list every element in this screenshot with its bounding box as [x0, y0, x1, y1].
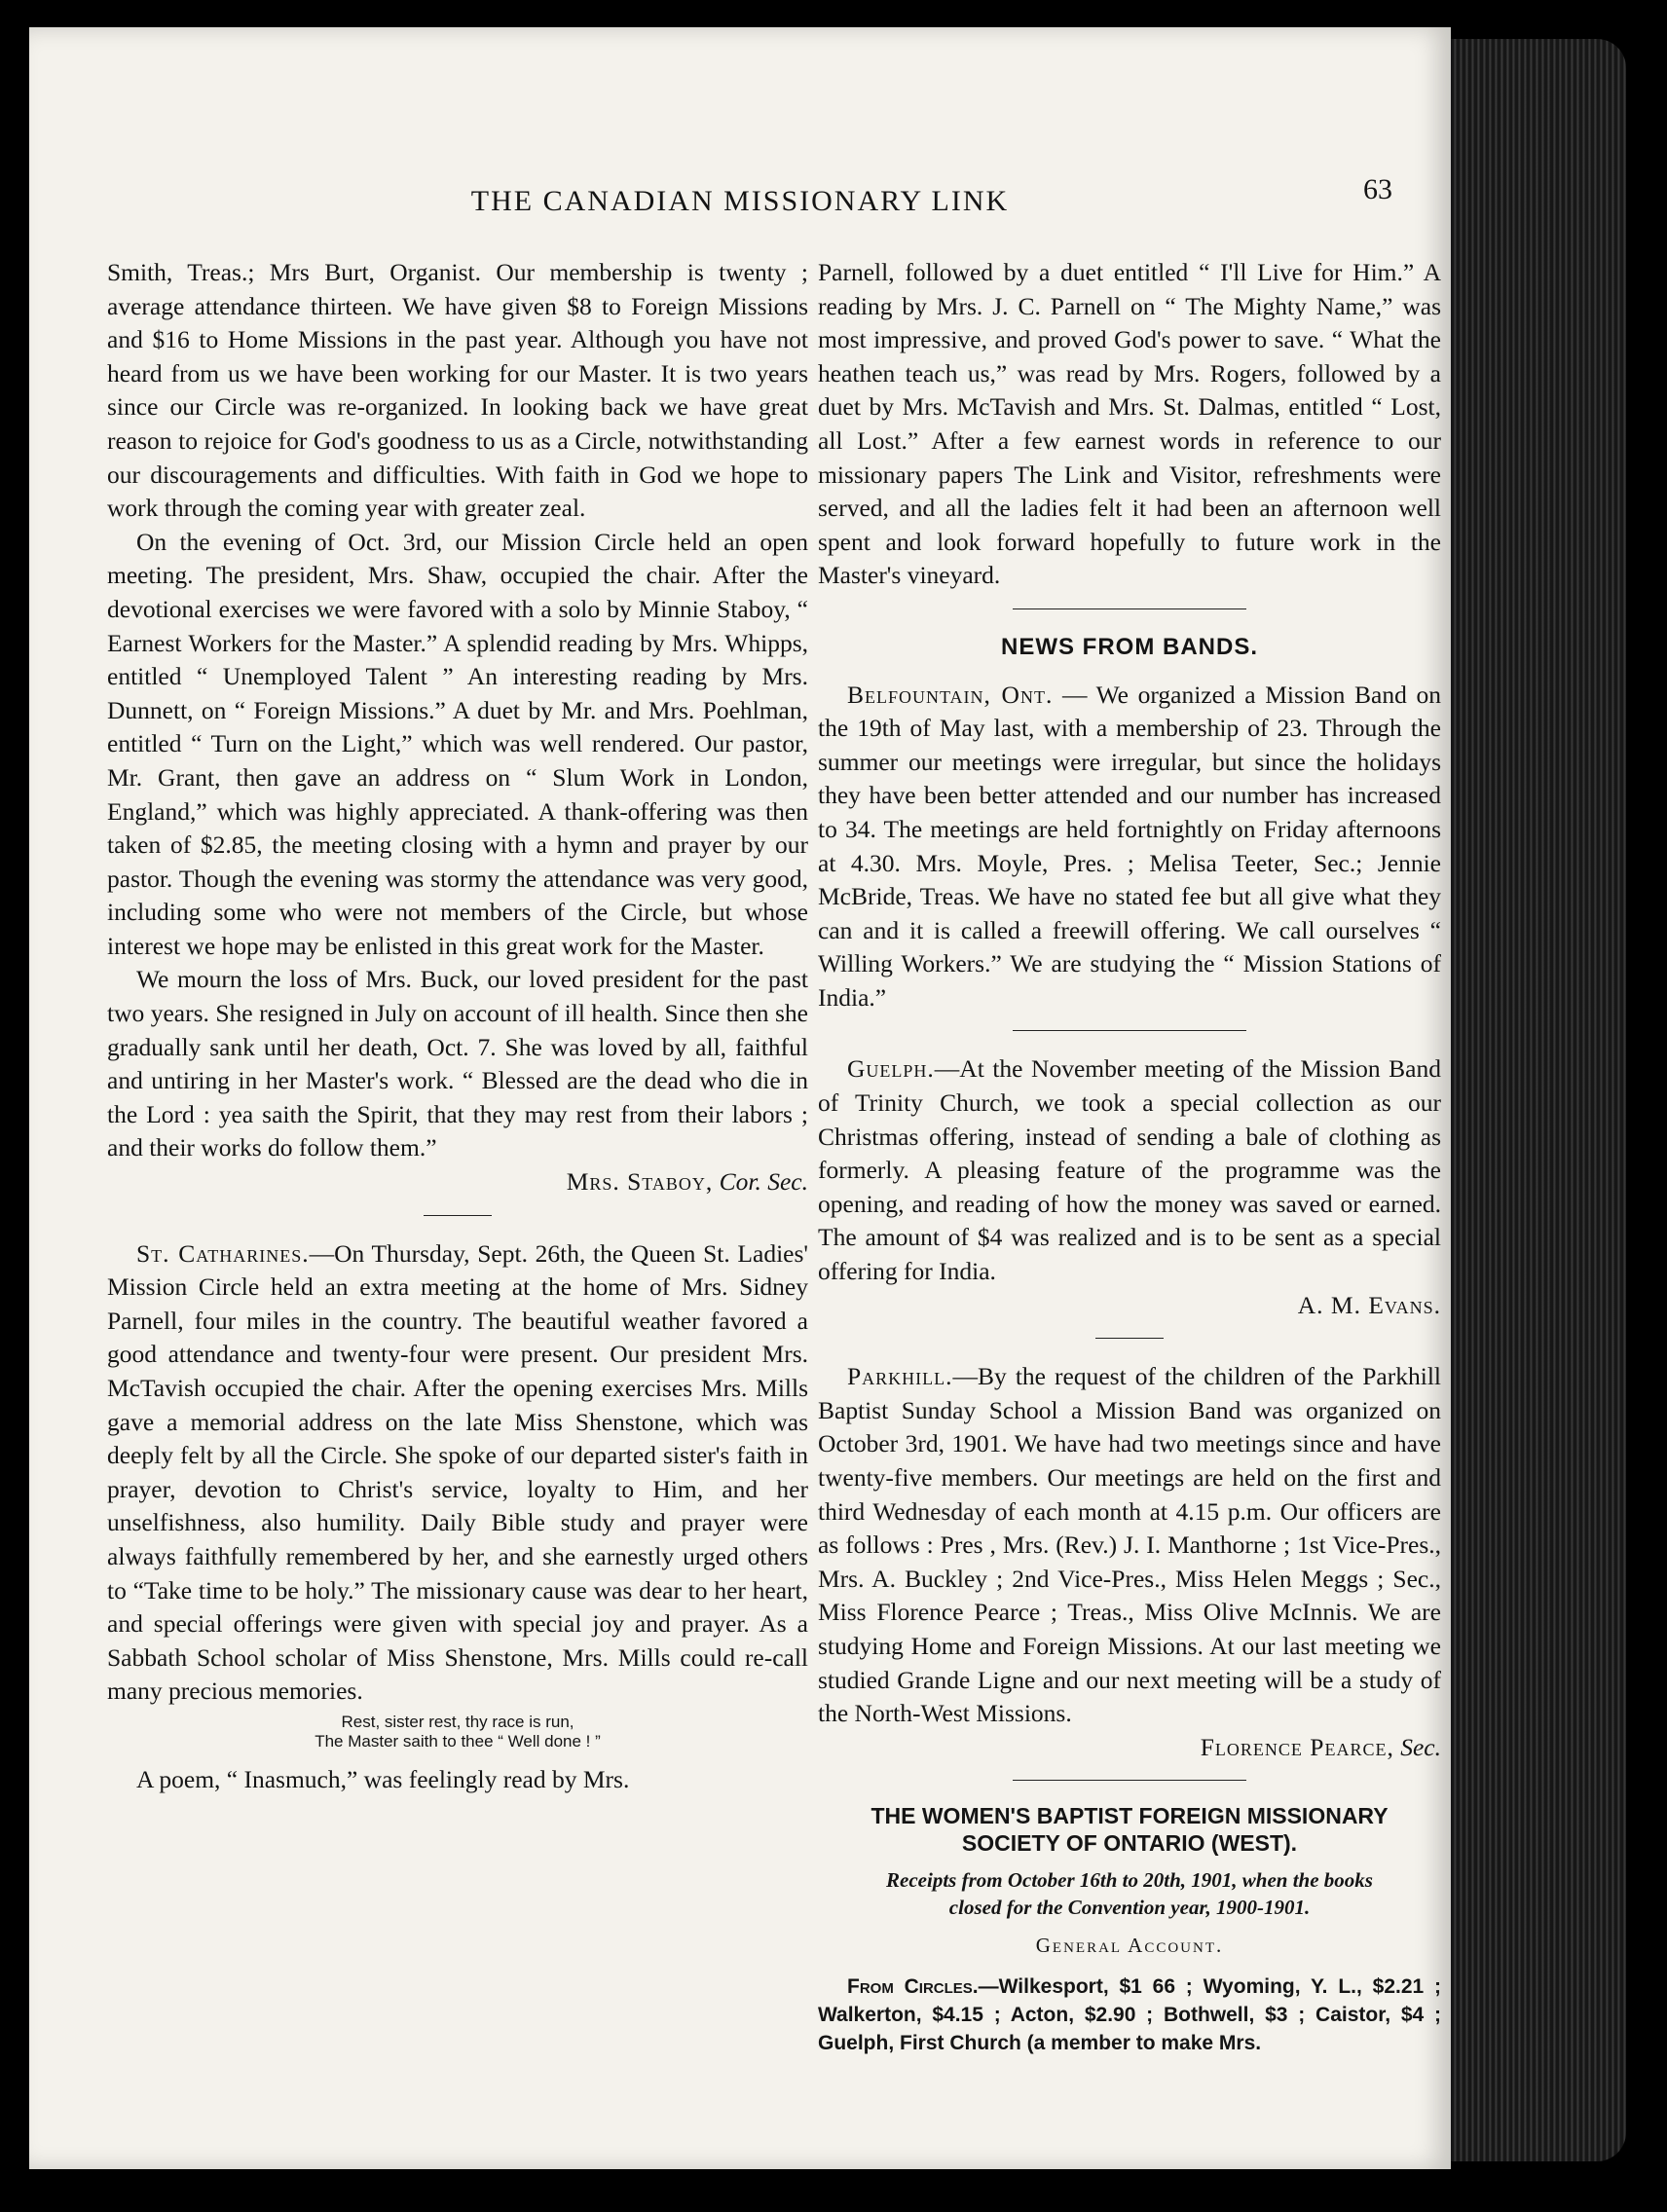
paragraph: [107, 1237, 808, 1709]
section-title: NEWS FROM BANDS.: [1001, 633, 1258, 660]
paragraph-text: —On Thursday, Sept. 26th, the Queen St. Ladies' Mission Circle held an extra meeting at the home of Mrs. Sidney Parnell, four miles in the country. The beautiful weather favored a good attendance and twenty-four were present. Our president Mrs. McTavish occupied the chair. After the opening exercises Mrs. Mills gave a memorial address on the late Miss Shenstone, which was deeply felt by all the Circle. She spoke of our departed sister's faith in prayer, devotion to Christ's service, loyalty to Him, and her unselfishness, also humility. Daily Bible study and prayer were always faithfully remembered by her, and she earnestly urged others to “Take time to be holy.” The missionary cause was dear to her heart, and special offerings were given with special joy and prayer. As a Sabbath School scholar of Miss Shenstone, Mrs. Mills could re-call many precious memories.: [107, 1238, 808, 1706]
paragraph-text: —By the request of the children of the Parkhill Baptist Sunday School a Mission Band was organized on October 3rd, 1901. We have had two meetings since and have twenty-five members. Our meetings are held on the first and third Wednesday of each month at 4.15 p.m. Our officers are as follows : Pres , Mrs. (Rev.) J. I. Manthorne ; 1st Vice-Pres., Mrs. A. Buckley ; 2nd Vice-Pres., Miss Helen Meggs ; Sec., Miss Florence Pearce ; Treas., Miss Olive McInnis. We are studying Home and Foreign Missions. At our last meeting we studied Grande Ligne and our next meeting will be a study of the North-West Missions.: [818, 1362, 1441, 1728]
signature-name: Mrs. Staboy,: [566, 1167, 714, 1197]
verse-line: Rest, sister rest, thy race is run,: [341, 1712, 574, 1731]
verse-line: The Master saith to thee “ Well done ! ”: [315, 1731, 601, 1751]
receipts-label: From Circles.: [847, 1974, 979, 1998]
society-heading: [818, 1802, 1441, 1857]
paragraph: We mourn the loss of Mrs. Buck, our loved president for the past two years. She resigned in July on account of ill health. Since then she gradually sank until her death, Oct. 7. She was loved by all, faithful and untiring in her Master's work. “ Blessed are the dead who die in the Lord : yea saith the Spirit, that they may rest from their labors ; and their works do follow them.”: [107, 965, 808, 1162]
divider: [424, 1215, 492, 1216]
paragraph-text: — We organized a Mission Band on the 19th of May last, with a membership of 23. Through the summer our meetings were irregular, but since the holidays they have been better attended and our number has increased to 34. The meetings are held fortnightly on Friday afternoons at 4.30. Mrs. Moyle, Pres. ; Melisa Teeter, Sec.; Jennie McBride, Treas. We have no stated fee but all give what they can and it is called a freewill offering. We call ourselves “ Willing Workers.” We are studying the “ Mission Stations of India.”: [818, 680, 1441, 1012]
left-column: [107, 256, 808, 1797]
paragraph: On the evening of Oct. 3rd, our Mission Circle held an open meeting. The president, Mrs. Shaw, occupied the chair. After the devotional exercises we were favored with a solo by Minnie Staboy, “ Earnest Workers for the Master.” A splendid reading by Mrs. Whipps, entitled “ Unemployed Talent ” An interesting reading by Mrs. Dunnett, on “ Foreign Missions.” A duet by Mr. and Mrs. Poehlman, entitled “ Turn on the Light,” which was well rendered. Our pastor, Mr. Grant, then gave an address on “ Slum Work in London, England,” which was highly appreciated. A thank-offering was then taken of $2.85, the meeting closing with a hymn and prayer by our pastor. Though the evening was stormy the attendance was very good, including some who were not members of the Circle, but whose interest we hope may be enlisted in this great work for the Master.: [107, 527, 808, 960]
paragraph: [818, 679, 1441, 1015]
page-number: 63: [1363, 173, 1392, 205]
receipts-line: closed for the Convention year, 1900-1901.: [948, 1896, 1311, 1920]
receipts-note: [818, 1866, 1441, 1921]
signature-title: Cor. Sec.: [719, 1167, 808, 1197]
signature: [107, 1165, 808, 1199]
right-column: [818, 256, 1441, 2057]
receipts-line: Receipts from October 16th to 20th, 1901, when the books: [886, 1868, 1373, 1893]
paragraph: Parnell, followed by a duet entitled “ I'll Live for Him.” A reading by Mrs. J. C. Parnell on “ The Mighty Name,” was most impressive, and proved God's power to save. “ What the heathen teach us,” was read by Mrs. Rogers, followed by a duet by Mrs. McTavish and Mrs. St. Dalmas, entitled “ Lost, all Lost.” After a few earnest words in reference to our missionary papers The Link and Visitor, refreshments were served, and all the ladies felt it had been an afternoon well spent and look forward hopefully to future work in the Master's vineyard.: [818, 258, 1441, 590]
receipts-list: [818, 1972, 1441, 2057]
signature: [818, 1289, 1441, 1323]
divider: [1013, 1780, 1246, 1781]
book-edge: [1451, 39, 1626, 2161]
paragraph: A poem, “ Inasmuch,” was feelingly read by Mrs.: [136, 1764, 630, 1793]
verse: [107, 1713, 808, 1751]
society-heading-line: SOCIETY OF ONTARIO (WEST).: [961, 1830, 1298, 1857]
place-name: Guelph.: [847, 1054, 935, 1084]
receipts-text: —Wilkesport, $1 66 ; Wyoming, Y. L., $2.21 ; Walkerton, $4.15 ; Acton, $2.90 ; Bothwell, $3 ; Caistor, $4 ; Guelph, First Church (a member to make Mrs.: [818, 1974, 1441, 2054]
paragraph: Smith, Treas.; Mrs Burt, Organist. Our membership is twenty ; average attendance thirteen. We have given $8 to Foreign Missions and $16 to Home Missions in the past year. Although you have not heard from us we have been working for our Master. It is two years since our Circle was re-organized. In looking back we have great reason to rejoice for God's goodness to us as a Circle, notwithstanding our discouragements and difficulties. With faith in God we hope to work through the coming year with greater zeal.: [107, 258, 808, 523]
signature: [818, 1731, 1441, 1765]
paragraph-text: —At the November meeting of the Mission Band of Trinity Church, we took a special collection as our Christmas offering, instead of sending a bale of clothing as formerly. A pleasing feature of the programme was the opening, and reading of how the money was saved or earned. The amount of $4 was realized and is to be sent as a special offering for India.: [818, 1054, 1441, 1286]
place-name: Belfountain, Ont.: [847, 680, 1054, 709]
paragraph: [818, 1052, 1441, 1288]
signature-title: Sec.: [1400, 1732, 1441, 1761]
running-title: THE CANADIAN MISSIONARY LINK: [470, 185, 1010, 217]
divider: [1013, 1030, 1246, 1031]
account-heading: General Account.: [1035, 1934, 1224, 1958]
place-name: Parkhill.: [847, 1362, 953, 1391]
signature-name: Florence Pearce,: [1200, 1732, 1394, 1761]
page: [29, 27, 1451, 2169]
divider: [1013, 608, 1246, 609]
divider: [1095, 1338, 1164, 1339]
signature-name: A. M. Evans.: [1297, 1290, 1441, 1319]
paragraph: [818, 1360, 1441, 1731]
place-name: St. Catharines.: [136, 1238, 310, 1268]
society-heading-line: THE WOMEN'S BAPTIST FOREIGN MISSIONARY: [871, 1803, 1389, 1829]
